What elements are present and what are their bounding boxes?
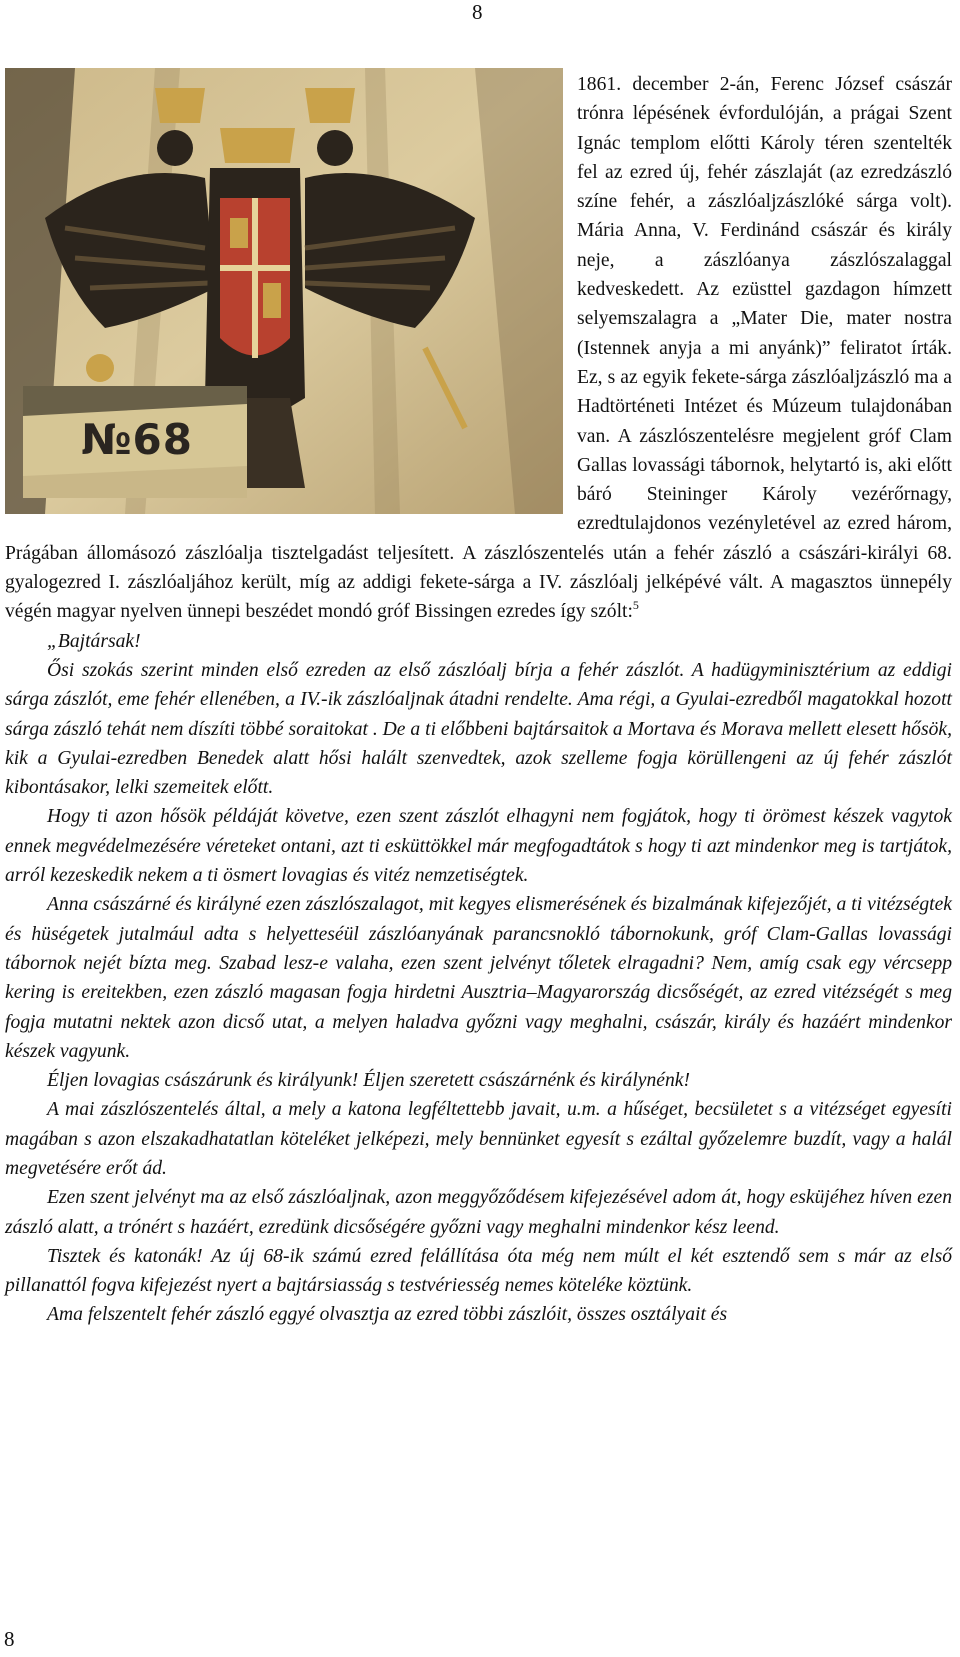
speech-block	[5, 627, 952, 1330]
page-number-bottom: 8	[4, 1627, 15, 1651]
intro-text: 1861. december 2-án, Ferenc József császár trónra lépésének évfordulóján, a prágai Szent Ignác templom előtti Károly téren szentelték fel az ezred új, fehér zászlaját (az ezredzászló színe fehér, a zászlóaljzászlóké sárga volt). Mária Anna, V. Ferdinánd császár és király neje, a zászlóanya zászlószalaggal kedveskedett. Az ezüsttel gazdagon hímzett selyemszalagra a „Mater Die, mater nostra (Istennek anyja a mi anyánk)” feliratot írták. Ez, s az egyik fekete-sárga zászlóaljzászló ma a Hadtörténeti Intézet és Múzeum tulajdonában van. A zászlószentelésre megjelent gróf Clam Gallas lovassági tábornok, helytartó is, aki előtt báró Steininger Károly vezérőrnagy, ezredtulajdonos vezényletével az ezred három, Prágában állomásozó zászlóalja tisztelgadást teljesített. A zászlószentelés után a fehér zászló a császári-királyi 68. gyalogezred I. zászlóaljához került, míg az addigi fekete-sárga a IV. zászlóalj jelképévé vált. A magasztos ünnepély végén magyar nyelven ünnepi beszédet mondó gróf Bissingen ezredes így szólt:	[5, 74, 952, 623]
speech-paragraph: Ezen szent jelvényt ma az első zászlóaljnak, azon meggyőződésem kifejezésével adom át, hogy esküjéhez híven ezen zászló alatt, a trónért s hazáért, ezredünk dicsőségére győzni vagy meghalni mindenkor kész leend.	[5, 1187, 952, 1238]
document-body	[5, 70, 952, 1330]
speech-paragraph: Ősi szokás szerint minden első ezreden az első zászlóalj bírja a fehér zászlót. A hadügyminisztérium az eddigi sárga zászlót, eme fehér ellenében, a IV.-ik zászlóaljnak átadni rendelte. Ama régi, a Gyulai-ezredből magatokkal hozott sárga zászló tehát nem díszíti többé soraitokat . De a ti előbbeni bajtársaitok a Mortava és Morava mellett elesett hősök, kik a Gyulai-ezredben Benedek alatt hősi halált szenvedtek, azok szelleme fogja körüllengeni az új fehér zászlót kibontásakor, lelki szemeitek előtt.	[5, 659, 952, 799]
speech-paragraph: Tisztek és katonák! Az új 68-ik számú ezred felállítása óta még nem múlt el két esztendő sem s már az első pillanattól fogva kifejezést nyert a bajtársiasság s testvériesség nemes köteléke köztünk.	[5, 1245, 952, 1297]
flag-number-label: №68	[81, 415, 193, 464]
footnote-marker: 5	[632, 598, 639, 613]
speech-paragraph: Hogy ti azon hősök példáját követve, ezen szent zászlót elhagyni nem fogjátok, hogy ti örömest készek vagytok ennek megvédelmezésére véreteket ontani, azt ti esküttökkel már megfogadtátok s hogy ti azt mindenkor meg is tartjátok, arról kezeskedik nekem a ti ösmert lovagias és vitéz nemzetiségtek.	[5, 806, 952, 887]
speech-salutation: „Bajtársak!	[47, 630, 141, 652]
page-number-top: 8	[472, 0, 483, 24]
speech-paragraph: Éljen lovagias császárunk és királyunk! Éljen szeretett császárnénk és királynénk!	[47, 1070, 690, 1092]
speech-paragraph: Anna császárné és királyné ezen zászlószalagot, mit kegyes elismerésének és bizalmának kifejezőjét, a ti vitézségtek és hüségetek jutalmául adta s helyetteséül zászlóanyának parancsnokló tábornokunk, gróf Clam-Gallas lovassági tábornok nejét bízta meg. Szabad lesz-e valaha, ezen szent jelvényt tőletek elragadni? Nem, amíg csak egy vércsepp kering is ereitekben, ezen zászló magasan fogja hirdetni Ausztria–Magyarország dicsőségét, az ezred vitézségét s meg fogja mutatni nektek azon dicső utat, a melyen haladva győzni vagy meghalni, császár, király és hazáért mindenkor készek vagyunk.	[5, 894, 952, 1062]
flag-number-inset	[23, 386, 247, 498]
flag-photo	[5, 68, 563, 514]
speech-paragraph: Ama felszentelt fehér zászló eggyé olvasztja az ezred többi zászlóit, összes osztályait és	[47, 1304, 728, 1326]
speech-paragraph: A mai zászlószentelés által, a mely a katona legféltettebb javait, u.m. a hűséget, becsületet s a vitézséget egyesíti magában s azon elszakadhatatlan köteléket jelképezi, mely bennünket egyesít s ezáltal győzelemre buzdít, vagy a halál megvetésére erőt ád.	[5, 1099, 952, 1179]
